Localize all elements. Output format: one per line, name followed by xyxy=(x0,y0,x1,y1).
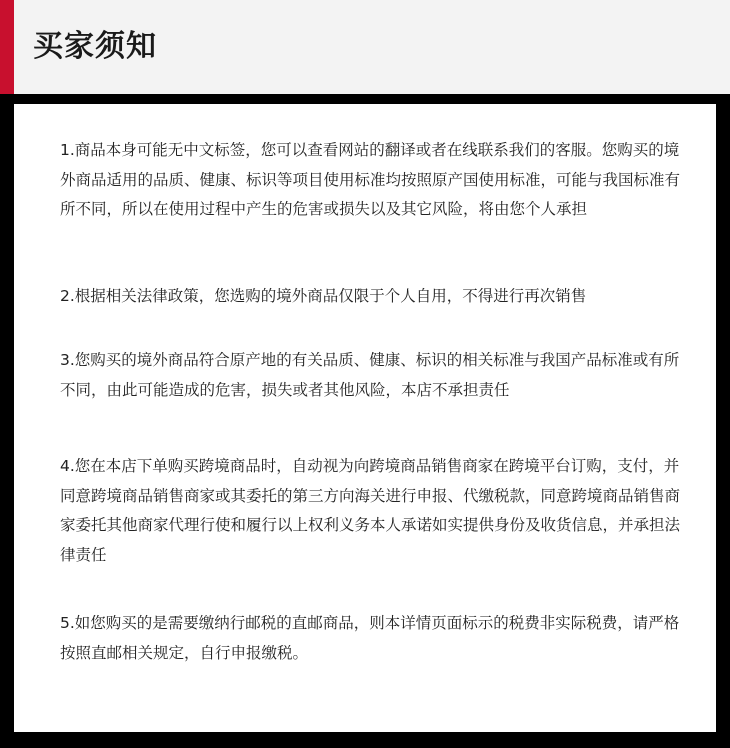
notice-item-4: 4.您在本店下单购买跨境商品时，自动视为向跨境商品销售商家在跨境平台订购，支付，并同意跨境商品销售商家或其委托的第三方向海关进行申报、代缴税款，同意跨境商品销售商家委托其他商家代理行使和履行以上权利义务本人承诺如实提供身份及收货信息，并承担法律责任 xyxy=(60,457,681,564)
notice-card xyxy=(14,104,716,732)
page-title: 买家须知 xyxy=(33,29,157,64)
notice-item-2: 2.根据相关法律政策，您选购的境外商品仅限于个人自用，不得进行再次销售 xyxy=(60,287,587,305)
notice-item-1: 1.商品本身可能无中文标签，您可以查看网站的翻译或者在线联系我们的客服。您购买的境外商品适用的品质、健康、标识等项目使用标准均按照原产国使用标准，可能与我国标准有所不同，所以在使用过程中产生的危害或损失以及其它风险，将由您个人承担 xyxy=(60,141,681,218)
header-accent-bar xyxy=(0,0,14,94)
header-bar xyxy=(0,0,730,94)
notice-item-5: 5.如您购买的是需要缴纳行邮税的直邮商品，则本详情页面标示的税费非实际税费，请严格按照直邮相关规定，自行申报缴税。 xyxy=(60,614,680,662)
notice-item-3: 3.您购买的境外商品符合原产地的有关品质、健康、标识的相关标准与我国产品标准或有所不同，由此可能造成的危害，损失或者其他风险，本店不承担责任 xyxy=(60,351,680,399)
